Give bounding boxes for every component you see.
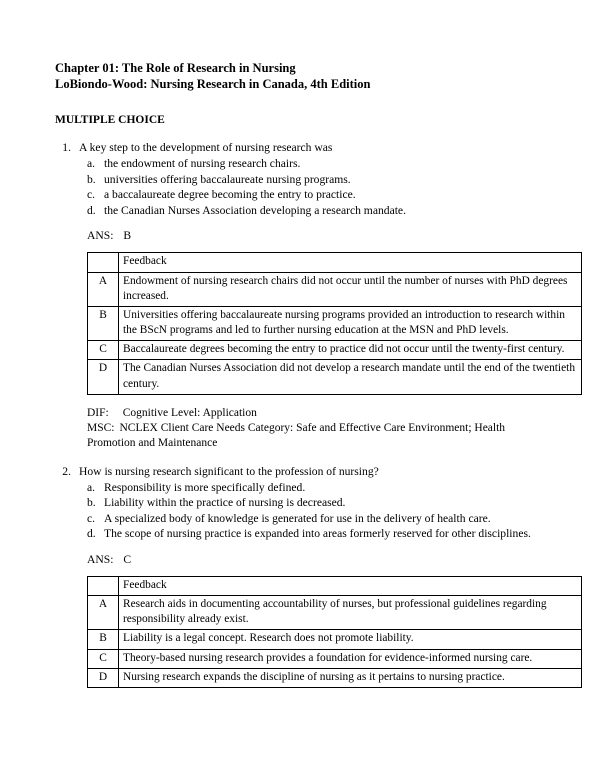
table-row xyxy=(88,576,582,595)
dif-line xyxy=(87,406,548,421)
option-item xyxy=(87,172,548,188)
feedback-letter: A xyxy=(88,596,119,630)
feedback-letter: B xyxy=(88,630,119,649)
feedback-text: The Canadian Nurses Association did not develop a research mandate until the end of the twentieth century. xyxy=(119,360,582,394)
question-stem xyxy=(55,464,548,479)
feedback-text: Endowment of nursing research chairs did not occur until the number of nurses with PhD degrees increased. xyxy=(119,272,582,306)
msc-line xyxy=(87,421,548,452)
option-letter: d. xyxy=(87,203,96,217)
question-block-2 xyxy=(55,464,548,688)
section-label: MULTIPLE CHOICE xyxy=(55,114,165,126)
feedback-letter: C xyxy=(88,341,119,360)
option-letter: a. xyxy=(87,157,96,171)
question-text: How is nursing research significant to the profession of nursing? xyxy=(79,464,379,478)
table-row xyxy=(88,306,582,340)
option-text: the Canadian Nurses Association developing a research mandate. xyxy=(104,203,406,217)
option-item xyxy=(87,156,548,172)
feedback-letter: C xyxy=(88,649,119,668)
option-letter: d. xyxy=(87,527,96,541)
feedback-text: Baccalaureate degrees becoming the entry to practice did not occur until the twenty-first century. xyxy=(119,341,582,360)
feedback-text: Theory-based nursing research provides a foundation for evidence-informed nursing care. xyxy=(119,649,582,668)
option-text: The scope of nursing practice is expanded into areas formerly reserved for other disciplines. xyxy=(104,527,531,541)
question-number: 1. xyxy=(62,141,71,154)
question-number: 2. xyxy=(62,464,71,478)
header-book-title: LoBiondo-Wood: Nursing Research in Canada, 4th Edition xyxy=(55,77,371,91)
table-row xyxy=(88,649,582,668)
feedback-letter: D xyxy=(88,360,119,394)
dif-value: Cognitive Level: Application xyxy=(122,406,257,419)
msc-label: MSC: xyxy=(87,421,115,434)
question-stem xyxy=(55,140,548,155)
feedback-text: Liability is a legal concept. Research does not promote liability. xyxy=(119,630,582,649)
option-text: Liability within the practice of nursing is decreased. xyxy=(104,496,346,510)
answer-value: B xyxy=(123,229,132,243)
feedback-letter: D xyxy=(88,668,119,687)
table-row xyxy=(88,360,582,394)
table-row xyxy=(88,668,582,687)
table-row xyxy=(88,253,582,272)
option-text: A specialized body of knowledge is generated for use in the delivery of health care. xyxy=(104,511,491,525)
option-text: Responsibility is more specifically defined. xyxy=(104,480,306,494)
question-options xyxy=(87,156,548,218)
option-item xyxy=(87,203,548,219)
option-text: universities offering baccalaureate nursing programs. xyxy=(104,172,351,186)
feedback-text: Universities offering baccalaureate nursing programs provided an introduction to research within the BScN programs and led to further nursing education at the MSN and PhD levels. xyxy=(119,306,582,340)
question-metadata xyxy=(87,406,548,452)
answer-value: C xyxy=(123,552,132,566)
option-letter: b. xyxy=(87,172,96,186)
option-item xyxy=(87,480,548,496)
dif-label: DIF: xyxy=(87,406,109,419)
option-text: the endowment of nursing research chairs. xyxy=(104,157,301,171)
msc-value: NCLEX Client Care Needs Category: Safe and Effective Care Environment; Health Promotion and Maintenance xyxy=(87,421,506,450)
option-item xyxy=(87,526,548,542)
question-options xyxy=(87,480,548,542)
answer-line xyxy=(87,229,548,242)
option-letter: c. xyxy=(87,188,96,202)
feedback-corner-cell xyxy=(88,253,119,272)
table-row xyxy=(88,341,582,360)
answer-label: ANS: xyxy=(87,229,114,243)
feedback-text: Research aids in documenting accountability of nurses, but professional guidelines regarding responsibility already exist. xyxy=(119,596,582,630)
option-letter: b. xyxy=(87,496,96,510)
option-item xyxy=(87,511,548,527)
option-item xyxy=(87,187,548,203)
feedback-corner-cell xyxy=(88,576,119,595)
feedback-letter: B xyxy=(88,306,119,340)
answer-line xyxy=(87,553,548,566)
table-row xyxy=(88,272,582,306)
table-row xyxy=(88,630,582,649)
option-letter: a. xyxy=(87,480,96,494)
feedback-table xyxy=(87,576,582,688)
feedback-header-cell: Feedback xyxy=(119,576,582,595)
answer-label: ANS: xyxy=(87,552,114,566)
feedback-table xyxy=(87,252,582,394)
question-block-1 xyxy=(55,140,576,452)
document-header xyxy=(55,60,548,92)
option-letter: c. xyxy=(87,511,96,525)
feedback-text: Nursing research expands the discipline of nursing as it pertains to nursing practice. xyxy=(119,668,582,687)
table-row xyxy=(88,596,582,630)
feedback-header-cell: Feedback xyxy=(119,253,582,272)
option-text: a baccalaureate degree becoming the entry to practice. xyxy=(104,188,356,202)
header-chapter-title: Chapter 01: The Role of Research in Nursing xyxy=(55,61,296,75)
option-item xyxy=(87,495,548,511)
question-text: A key step to the development of nursing research was xyxy=(79,141,333,154)
feedback-letter: A xyxy=(88,272,119,306)
